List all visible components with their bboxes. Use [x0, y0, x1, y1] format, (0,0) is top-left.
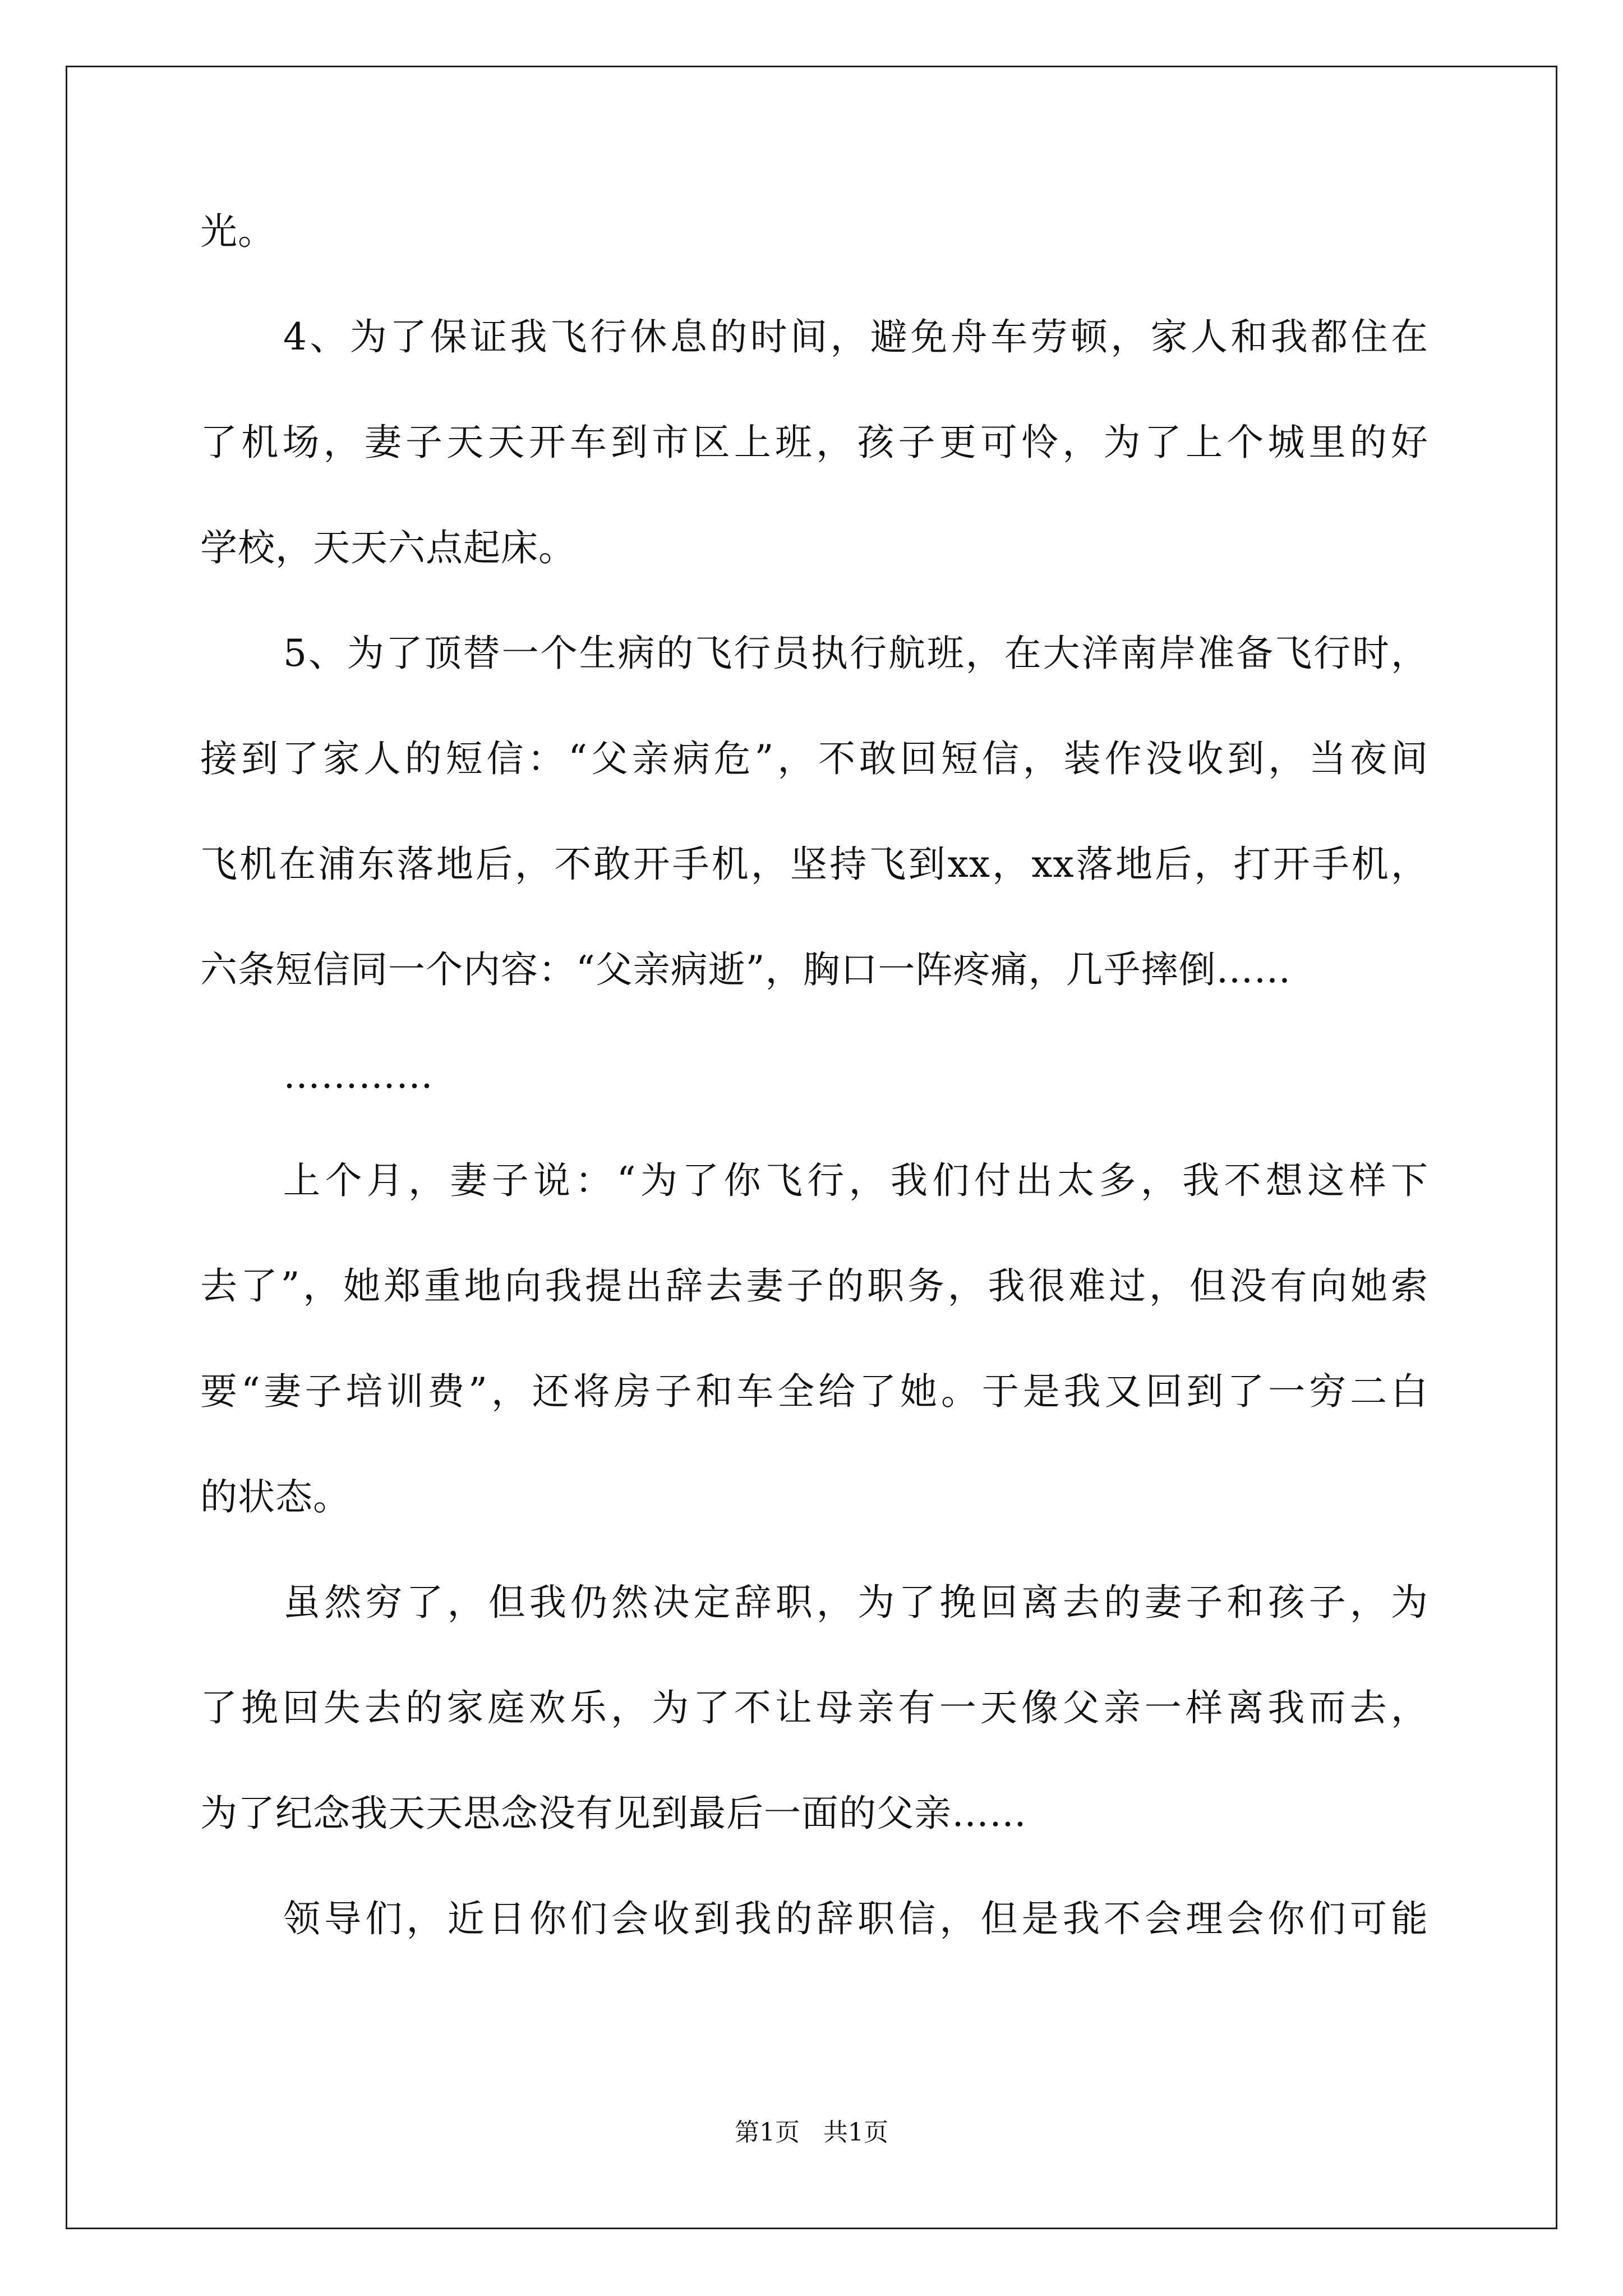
text-line: 的状态。: [200, 1475, 351, 1519]
text-line: 六条短信同一个内容：“父亲病逝”，胸口一阵疼痛，几乎摔倒……: [200, 948, 1292, 991]
text-line: 领导们，近日你们会收到我的辞职信，但是我不会理会你们可能: [283, 1897, 1428, 1940]
text-line: 上个月，妻子说：“为了你飞行，我们付出太多，我不想这样下: [283, 1159, 1428, 1202]
text-line: 光。: [200, 210, 275, 253]
text-line: 要“妻子培训费”，还将房子和车全给了她。于是我又回到了一穷二白: [200, 1370, 1428, 1413]
text-line: …………: [283, 1053, 434, 1097]
text-line: 5、为了顶替一个生病的飞行员执行航班，在大洋南岸准备飞行时，: [283, 632, 1428, 675]
page-number-footer: 第1页 共1页: [735, 2118, 888, 2147]
text-line: 为了纪念我天天思念没有见到最后一面的父亲……: [200, 1792, 1027, 1835]
text-line: 虽然穷了，但我仍然决定辞职，为了挽回离去的妻子和孩子，为: [283, 1581, 1428, 1624]
text-line: 飞机在浦东落地后，不敢开手机，坚持飞到xx，xx落地后，打开手机，: [200, 843, 1428, 886]
text-line: 接到了家人的短信：“父亲病危”，不敢回短信，装作没收到，当夜间: [200, 737, 1428, 780]
text-line: 4、为了保证我飞行休息的时间，避免舟车劳顿，家人和我都住在: [283, 315, 1428, 358]
text-line: 了机场，妻子天天开车到市区上班，孩子更可怜，为了上个城里的好: [200, 421, 1428, 464]
text-line: 学校，天天六点起床。: [200, 526, 576, 569]
text-line: 去了”，她郑重地向我提出辞去妻子的职务，我很难过，但没有向她索: [200, 1264, 1428, 1308]
text-line: 了挽回失去的家庭欢乐，为了不让母亲有一天像父亲一样离我而去，: [200, 1686, 1428, 1729]
